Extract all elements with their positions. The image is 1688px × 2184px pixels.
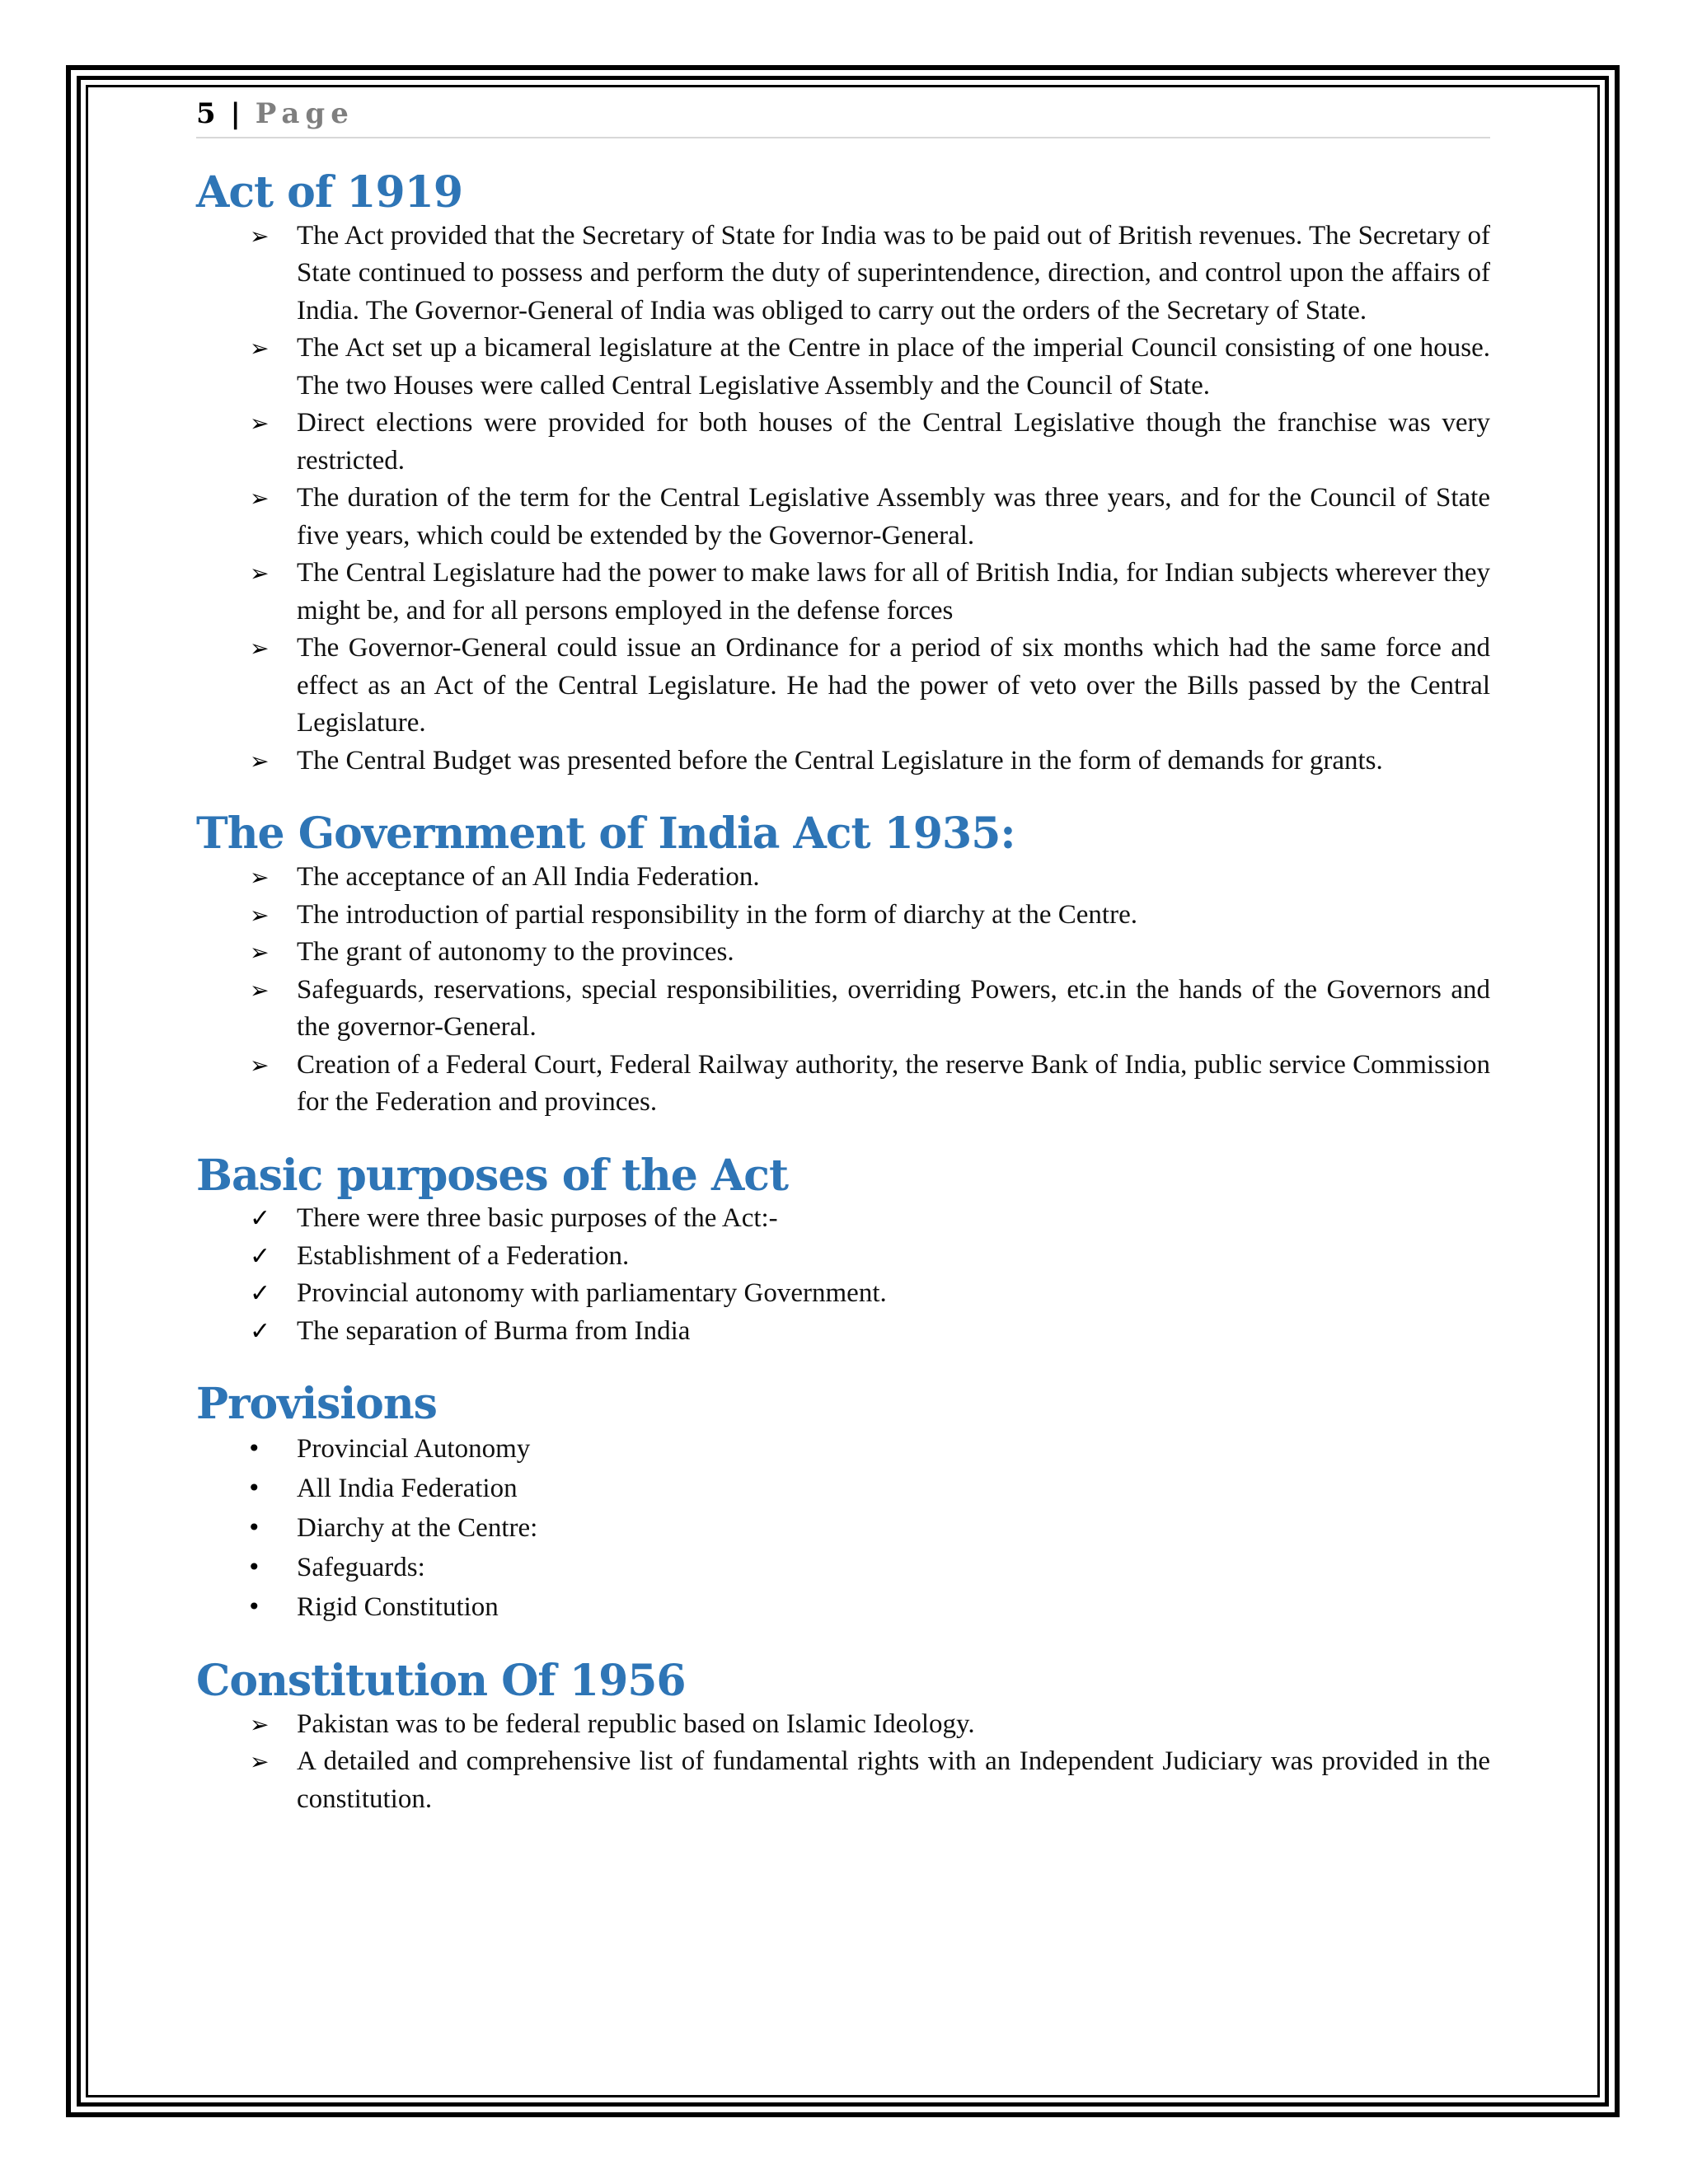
section-title: Constitution Of 1956 — [196, 1656, 686, 1707]
arrow-bullet-icon: ➢ — [250, 335, 270, 363]
list-item: ➢ Safeguards, reservations, special responsibilities, overriding Powers, etc.in the hands of the Governors and the governor-General. — [196, 972, 1490, 1047]
section-provisions — [196, 1380, 1490, 1627]
list-item: ➢ Pakistan was to be federal republic based on Islamic Ideology. — [196, 1706, 1490, 1744]
header-separator: | — [230, 97, 241, 130]
section-title: Act of 1919 — [196, 167, 463, 218]
page-content — [196, 97, 1490, 1818]
dot-bullet-icon: • — [247, 1435, 261, 1463]
section-basic-purposes — [196, 1151, 1490, 1351]
list-item: ✓ Provincial autonomy with parliamentary Government. — [196, 1275, 1490, 1313]
dot-bullet-icon: • — [247, 1514, 261, 1542]
dot-bullet-icon: • — [247, 1554, 261, 1582]
checkmark-icon: ✓ — [250, 1279, 271, 1309]
list-item: ➢ The Central Budget was presented before the Central Legislature in the form of demands for grants. — [196, 743, 1490, 780]
arrow-bullet-icon: ➢ — [250, 1710, 270, 1738]
bullet-list — [196, 859, 1490, 1122]
list-item: ➢ The acceptance of an All India Federation. — [196, 859, 1490, 897]
dot-list — [196, 1429, 1490, 1627]
checkmark-icon: ✓ — [250, 1316, 271, 1346]
list-item: ➢ The duration of the term for the Central Legislative Assembly was three years, and for the Council of State five years, which could be extended by the Governor-General. — [196, 480, 1490, 555]
list-item: ✓ Establishment of a Federation. — [196, 1238, 1490, 1276]
list-item: • Provincial Autonomy — [196, 1429, 1490, 1469]
checkmark-icon: ✓ — [250, 1241, 271, 1271]
list-item: ✓ The separation of Burma from India — [196, 1313, 1490, 1351]
section-act-1919 — [196, 168, 1490, 780]
checkmark-icon: ✓ — [250, 1204, 271, 1234]
arrow-bullet-icon: ➢ — [250, 560, 270, 588]
arrow-bullet-icon: ➢ — [250, 939, 270, 967]
list-item: ✓ There were three basic purposes of the Act:- — [196, 1200, 1490, 1238]
list-item: ➢ The introduction of partial responsibility in the form of diarchy at the Centre. — [196, 897, 1490, 935]
list-item: • Rigid Constitution — [196, 1587, 1490, 1627]
page-header — [196, 97, 1490, 138]
section-goi-act-1935 — [196, 809, 1490, 1121]
check-list — [196, 1200, 1490, 1350]
list-item: ➢ Direct elections were provided for both houses of the Central Legislative though the franchise was very restricted. — [196, 405, 1490, 480]
page-label: Page — [255, 97, 354, 130]
bullet-list — [196, 218, 1490, 780]
list-item: ➢ The Act set up a bicameral legislature at the Centre in place of the imperial Council consisting of one house. The two Houses were called Central Legislative Assembly and the Council of State. — [196, 330, 1490, 405]
list-item: ➢ The grant of autonomy to the provinces. — [196, 934, 1490, 972]
arrow-bullet-icon: ➢ — [250, 1748, 270, 1776]
list-item: • Safeguards: — [196, 1548, 1490, 1587]
section-title: Basic purposes of the Act — [196, 1150, 788, 1201]
page-number: 5 — [196, 97, 217, 130]
arrow-bullet-icon: ➢ — [250, 410, 270, 438]
list-item: ➢ A detailed and comprehensive list of fundamental rights with an Independent Judiciary was provided in the constitution. — [196, 1743, 1490, 1818]
section-title: Provisions — [196, 1379, 437, 1430]
arrow-bullet-icon: ➢ — [250, 635, 270, 663]
dot-bullet-icon: • — [247, 1474, 261, 1502]
arrow-bullet-icon: ➢ — [250, 976, 270, 1004]
list-item: • Diarchy at the Centre: — [196, 1508, 1490, 1548]
list-item: • All India Federation — [196, 1469, 1490, 1508]
arrow-bullet-icon: ➢ — [250, 901, 270, 929]
arrow-bullet-icon: ➢ — [250, 222, 270, 250]
section-title: The Government of India Act 1935: — [196, 808, 1015, 860]
section-constitution-1956 — [196, 1657, 1490, 1818]
arrow-bullet-icon: ➢ — [250, 1051, 270, 1079]
list-item: ➢ The Central Legislature had the power to make laws for all of British India, for Indian subjects wherever they might be, and for all persons employed in the defense forces — [196, 555, 1490, 630]
list-item: ➢ Creation of a Federal Court, Federal Railway authority, the reserve Bank of India, public service Commission for the Federation and provinces. — [196, 1047, 1490, 1122]
bullet-list — [196, 1706, 1490, 1819]
list-item: ➢ The Governor-General could issue an Ordinance for a period of six months which had the same force and effect as an Act of the Central Legislature. He had the power of veto over the Bills passed by the Central Legislature. — [196, 630, 1490, 743]
arrow-bullet-icon: ➢ — [250, 864, 270, 892]
arrow-bullet-icon: ➢ — [250, 747, 270, 775]
dot-bullet-icon: • — [247, 1593, 261, 1621]
arrow-bullet-icon: ➢ — [250, 485, 270, 513]
list-item: ➢ The Act provided that the Secretary of State for India was to be paid out of British revenues. The Secretary of State continued to possess and perform the duty of superintendence, direction, and control upon the affairs of India. The Governor-General of India was obliged to carry out the orders of the Secretary of State. — [196, 218, 1490, 330]
